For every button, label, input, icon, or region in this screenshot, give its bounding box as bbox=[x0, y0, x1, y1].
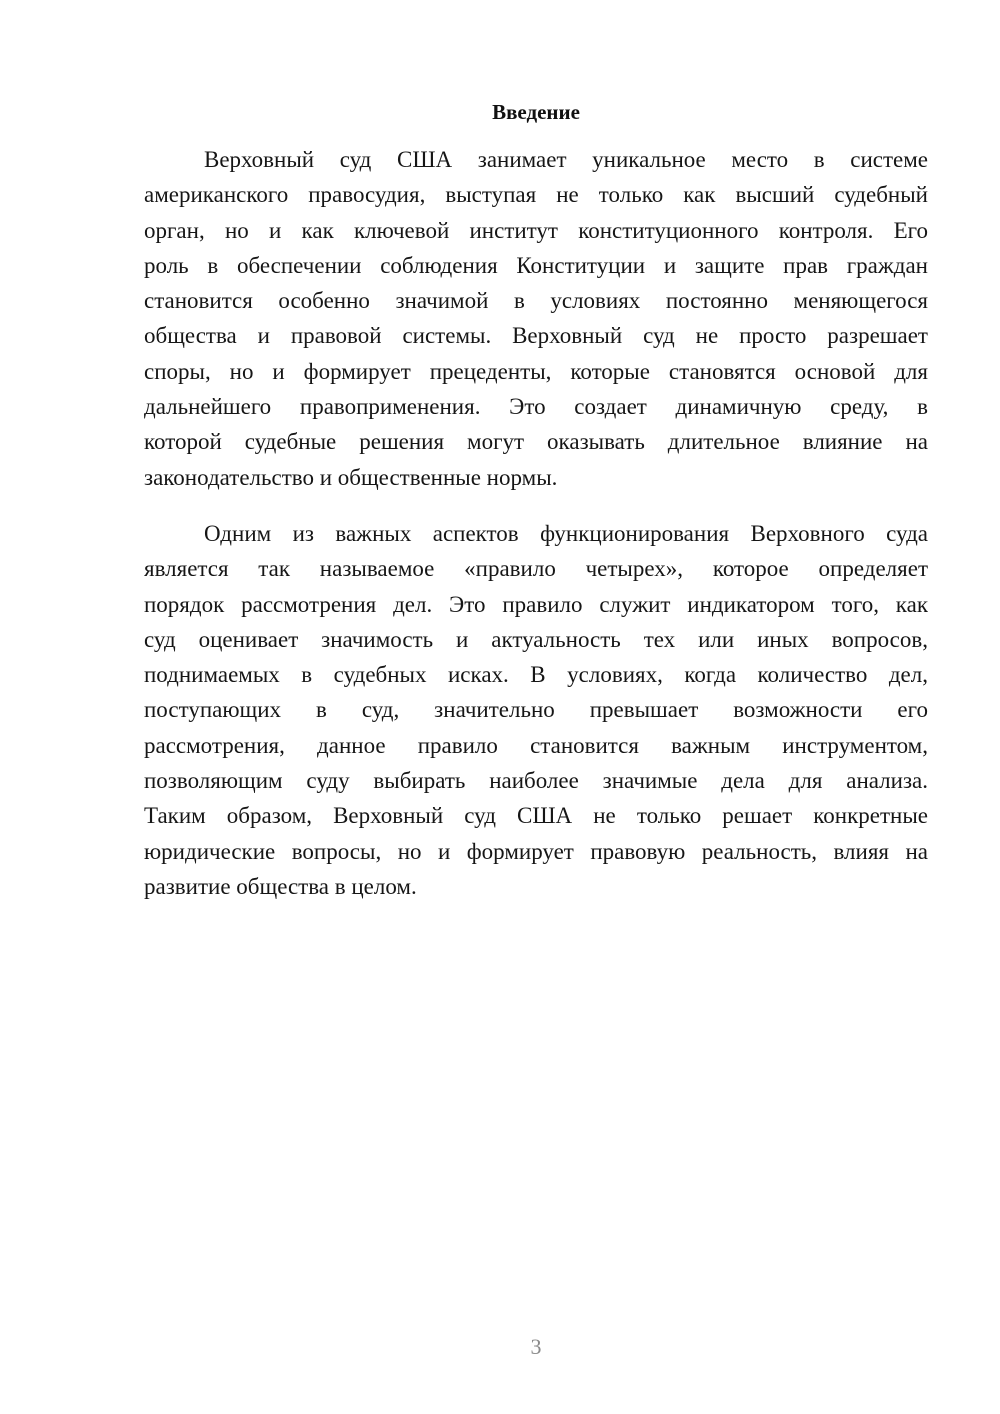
text-line: которой судебные решения могут оказывать длительное влияние на bbox=[144, 429, 928, 455]
text-line: Таким образом, Верховный суд США не только решает конкретные bbox=[144, 803, 928, 829]
text-line: является так называемое «правило четырех», которое определяет bbox=[144, 556, 928, 582]
text-line: орган, но и как ключевой институт конституционного контроля. Его bbox=[144, 217, 928, 243]
text-line: позволяющим суду выбирать наиболее значимые дела для анализа. bbox=[144, 768, 928, 794]
text-line: порядок рассмотрения дел. Это правило служит индикатором того, как bbox=[144, 591, 928, 617]
paragraph-1 bbox=[144, 142, 928, 495]
text-line: американского правосудия, выступая не только как высший судебный bbox=[144, 182, 928, 208]
text-line: общества и правовой системы. Верховный суд не просто разрешает bbox=[144, 323, 928, 349]
text-line: суд оценивает значимость и актуальность тех или иных вопросов, bbox=[144, 626, 928, 652]
text-line: роль в обеспечении соблюдения Конституции и защите прав граждан bbox=[144, 252, 928, 278]
text-line: Одним из важных аспектов функционирования Верховного суда bbox=[204, 521, 928, 546]
section-heading: Введение bbox=[492, 100, 580, 124]
text-line: споры, но и формирует прецеденты, которые становятся основой для bbox=[144, 358, 928, 384]
text-line: становится особенно значимой в условиях постоянно меняющегося bbox=[144, 288, 928, 314]
text-line: Верховный суд США занимает уникальное место в системе bbox=[204, 147, 928, 172]
text-line: поднимаемых в судебных исках. В условиях, когда количество дел, bbox=[144, 662, 928, 688]
text-line: развитие общества в целом. bbox=[144, 873, 417, 899]
text-line: рассмотрения, данное правило становится важным инструментом, bbox=[144, 732, 928, 758]
text-line: юридические вопросы, но и формирует правовую реальность, влияя на bbox=[144, 838, 928, 864]
text-line: поступающих в суд, значительно превышает возможности его bbox=[144, 697, 928, 723]
text-line: законодательство и общественные нормы. bbox=[144, 464, 558, 490]
paragraph-2 bbox=[144, 516, 928, 904]
page-number: 3 bbox=[530, 1334, 542, 1359]
text-line: дальнейшего правоприменения. Это создает динамичную среду, в bbox=[144, 394, 928, 420]
